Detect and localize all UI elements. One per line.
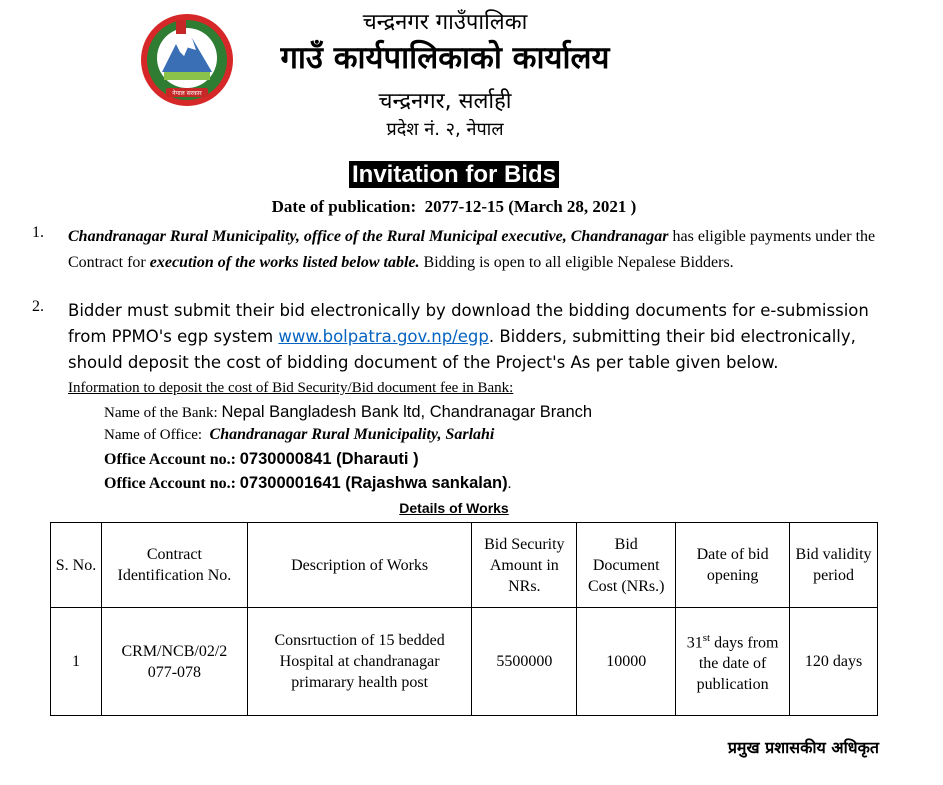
header-contract-id: Contract Identification No. [101, 523, 247, 608]
office-name-row [104, 426, 494, 444]
account2-suffix: . [507, 476, 512, 492]
para2-text-b: . Bidders, submitting their bid electronically, should deposit the cost of bidding document of the Project's As per table given below. [68, 327, 856, 372]
opening-number: 31 [686, 634, 703, 652]
header-municipality: चन्द्रनगर गाउँपालिका [362, 10, 528, 35]
egp-link[interactable]: www.bolpatra.gov.np/egp [278, 327, 489, 346]
notice-title: Invitation for Bids [349, 161, 559, 188]
account1-label: Office Account no.: [104, 451, 236, 468]
cell-contract-id [101, 608, 247, 716]
header-opening-date: Date of bid opening [676, 523, 790, 608]
para2 [68, 298, 898, 376]
emblem-lettering: नेपाल सरकार [172, 90, 202, 97]
para1-text-a: has eligible payments under the Contract for [68, 228, 876, 271]
signature-title: प्रमुख प्रशासकीय अधिकृत [727, 738, 879, 757]
para1-number: 1. [32, 224, 44, 241]
office-name-value: Chandranagar Rural Municipality, Sarlahi [209, 426, 495, 443]
office-name-label: Name of Office: [104, 427, 203, 443]
cell-opening-date [676, 608, 790, 716]
works-table [50, 522, 878, 716]
header-document-cost: Bid Document Cost (NRs.) [577, 523, 676, 608]
bank-name-row [104, 403, 592, 422]
notice-title-wrapper [0, 160, 908, 190]
cell-contract-id-a: CRM/NCB/02/2 [121, 642, 228, 660]
para2-text-a: Bidder must submit their bid electronically by download the bidding documents for e-submission from PPMO's egp system [68, 301, 869, 346]
header-description: Description of Works [247, 523, 472, 608]
para1-bold-b: execution of the works listed below table. [149, 254, 420, 271]
header-bid-security: Bid Security Amount in NRs. [472, 523, 577, 608]
account2-row [104, 474, 511, 493]
opening-rest: days from the date of publication [696, 634, 779, 694]
publication-date-label: Date of publication: [271, 197, 417, 216]
para1-bold-a: Chandranagar Rural Municipality, office of the Rural Municipal executive, Chandranagar [68, 228, 669, 245]
header-location: चन्द्रनगर, सर्लाही [378, 89, 512, 114]
account1-row [104, 450, 419, 469]
cell-bid-security: 5500000 [472, 608, 577, 716]
publication-date-value: 2077-12-15 (March 28, 2021 ) [424, 197, 637, 216]
header-validity: Bid validity period [790, 523, 878, 608]
header-sn: S. No. [51, 523, 102, 608]
para1-text-b: Bidding is open to all eligible Nepalese Bidders. [419, 254, 734, 271]
table-row [51, 608, 878, 716]
para2-number: 2. [32, 298, 44, 315]
bank-name-label: Name of the Bank: [104, 405, 218, 421]
cell-description: Consrtuction of 15 bedded Hospital at chandranagar primarary health post [247, 608, 472, 716]
header-province: प्रदेश नं. २, नेपाल [386, 119, 504, 140]
table-header-row [51, 523, 878, 608]
opening-suffix: st [702, 631, 711, 644]
cell-contract-id-b: 077-078 [147, 663, 202, 681]
account2-label: Office Account no.: [104, 475, 236, 492]
cell-document-cost: 10000 [577, 608, 676, 716]
publication-date [0, 197, 908, 217]
account2-value: 07300001641 (Rajashwa sankalan) [239, 474, 508, 492]
account1-value: 0730000841 (Dharauti ) [239, 450, 419, 468]
header-office: गाउँ कार्यपालिकाको कार्यालय [280, 40, 610, 76]
bank-info-heading: Information to deposit the cost of Bid Security/Bid document fee in Bank: [68, 380, 514, 396]
cell-validity: 120 days [790, 608, 878, 716]
details-of-works-title: Details of Works [399, 500, 509, 516]
cell-sn: 1 [51, 608, 102, 716]
bank-name-value: Nepal Bangladesh Bank ltd, Chandranagar Branch [221, 403, 593, 421]
para1 [68, 224, 888, 276]
